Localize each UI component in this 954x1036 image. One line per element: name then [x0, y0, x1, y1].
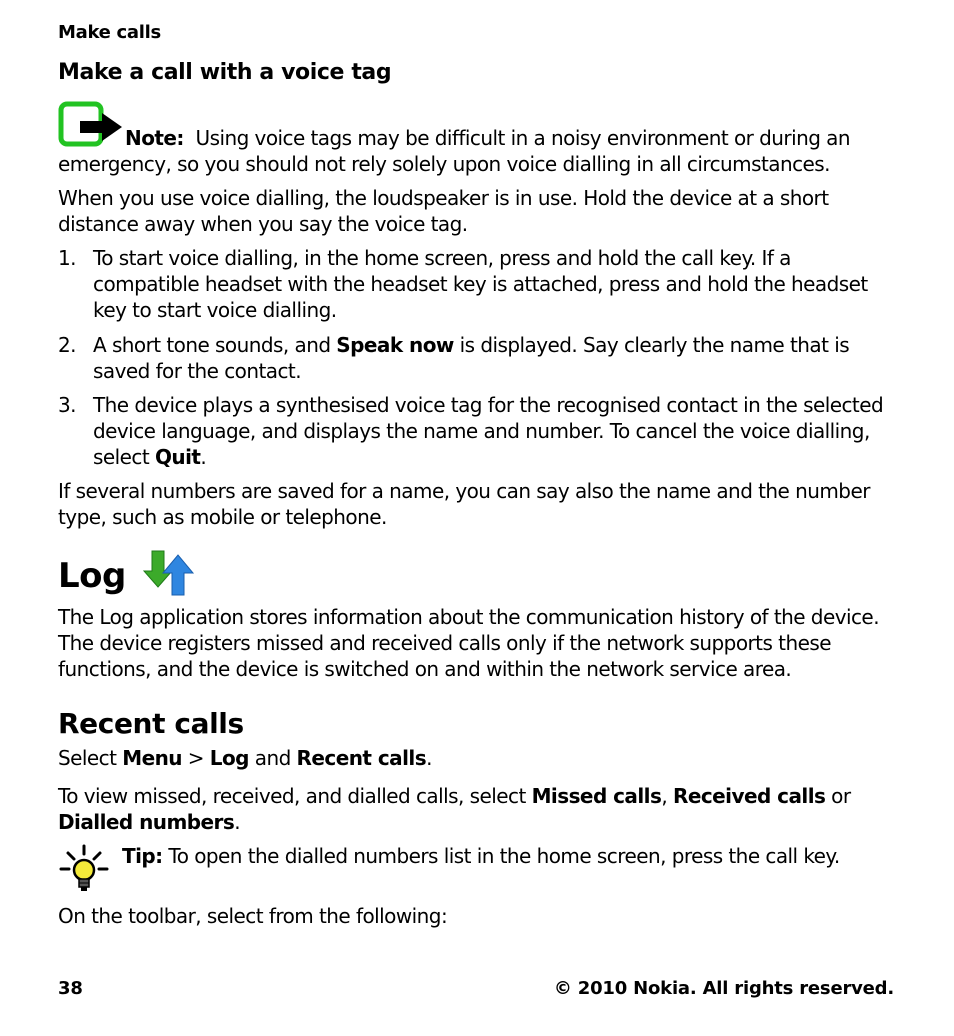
speak-now-label: Speak now [336, 333, 454, 357]
tip-bulb-icon [58, 843, 110, 895]
recent-calls-label: Recent calls [296, 746, 427, 770]
several-numbers-paragraph: If several numbers are saved for a name, you can say also the name and the number type, such as mobile or telephone. [58, 479, 870, 529]
step-text: The device plays a synthesised voice tag for the recognised contact in the selected device language, and displays the name and number. To cancel the voice dialling, select Quit. [93, 393, 884, 469]
log-heading: Log [58, 556, 126, 596]
step-number: 1. [58, 246, 76, 270]
note-label: Note: [125, 126, 184, 150]
quit-label: Quit [154, 445, 201, 469]
log-label: Log [209, 746, 249, 770]
voice-tag-heading: Make a call with a voice tag [58, 60, 392, 85]
step-number: 3. [58, 393, 76, 417]
missed-calls-label: Missed calls [531, 784, 662, 808]
log-paragraph: The Log application stores information about the communication history of the device. The device registers missed and received calls only if the network supports these functions, and the device is switched on and within the network service area. [58, 605, 879, 681]
toolbar-paragraph: On the toolbar, select from the following: [58, 904, 448, 928]
menu-label: Menu [122, 746, 182, 770]
dialled-numbers-label: Dialled numbers [58, 810, 235, 834]
section-label: Make calls [58, 22, 161, 43]
note-text: Using voice tags may be difficult in a noisy environment or during an emergency, so you should not rely solely upon voice dialling in all circumstances. [58, 126, 850, 176]
recent-calls-heading: Recent calls [58, 707, 244, 740]
tip-block [122, 843, 898, 869]
copyright: © 2010 Nokia. All rights reserved. [553, 978, 894, 999]
tip-label: Tip: [122, 844, 163, 868]
step-number: 2. [58, 333, 76, 357]
step-text: To start voice dialling, in the home screen, press and hold the call key. If a compatible headset with the headset key is attached, press and hold the headset key to start voice dialling. [93, 246, 868, 322]
page-number: 38 [58, 978, 83, 999]
note-block [58, 125, 898, 177]
select-path: Select Menu > Log and Recent calls. [58, 746, 432, 770]
step-text: A short tone sounds, and Speak now is displayed. Say clearly the name that is saved for the contact. [93, 333, 850, 383]
view-calls-paragraph: To view missed, received, and dialled calls, select Missed calls, Received calls or Dialled numbers. [58, 784, 851, 834]
tip-text: To open the dialled numbers list in the home screen, press the call key. [162, 844, 840, 868]
log-arrows-icon [142, 549, 198, 597]
voice-dialling-paragraph: When you use voice dialling, the loudspeaker is in use. Hold the device at a short distance away when you say the voice tag. [58, 186, 829, 236]
received-calls-label: Received calls [672, 784, 826, 808]
